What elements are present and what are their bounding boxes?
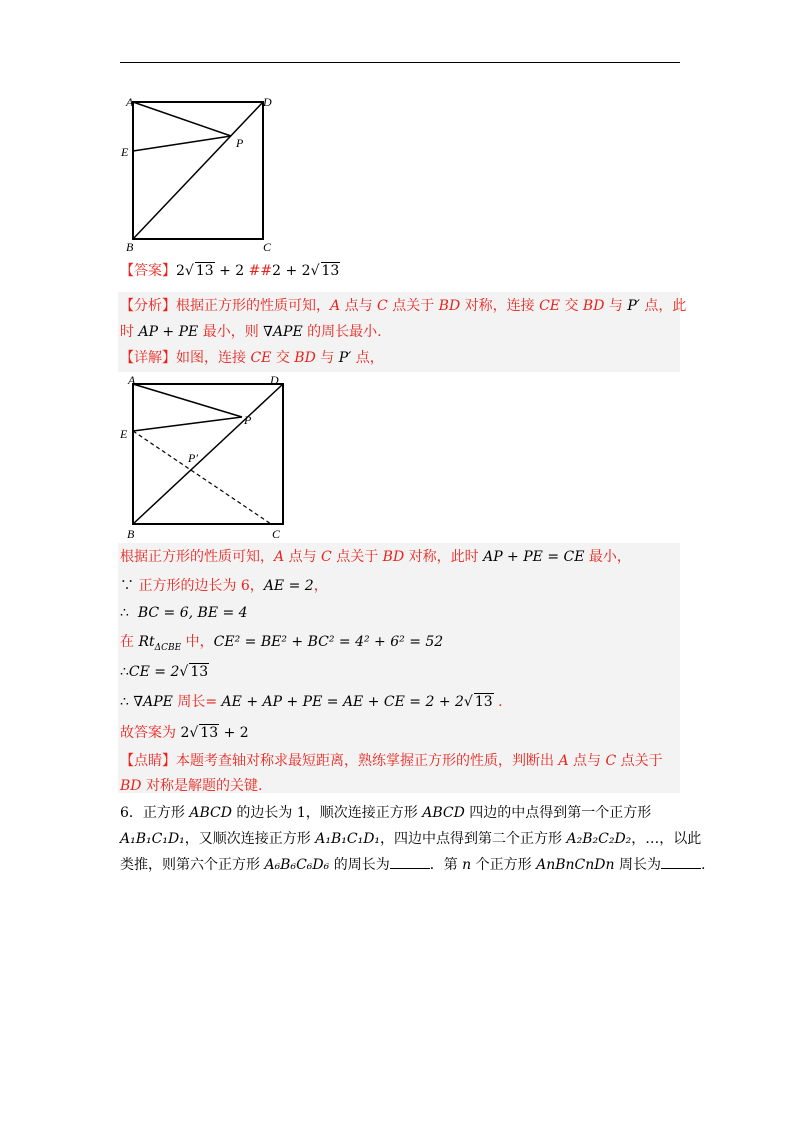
label-c: C [272,527,281,541]
line-bd: BD [438,298,461,314]
analysis-text: 时 [120,324,139,340]
question-text: 的边长为 1，顺次连接正方形 [231,805,423,821]
question-text: 的周长为 [329,857,390,873]
analysis-text: 与 [604,298,628,314]
label-e: E [120,427,128,441]
math-expression: AE = 2 [263,578,314,594]
math-expression: AE + AP + PE = AE + CE = 2 + 2 [221,694,464,710]
step-line-7: 故答案为 2√ 13 + 2 [120,725,249,741]
comment-text: 点与 [568,753,606,769]
figure-square-1 [110,92,280,257]
step-text: 点与 [284,549,322,565]
label-d: D [263,95,272,109]
step-line-5: ∴CE = 2√ 13 [120,664,209,680]
point-c: C [605,753,617,769]
step-text: 最小， [584,549,631,565]
comment-text: 对称是解题的关键. [141,778,263,794]
math-expression: 2 [180,725,190,741]
segment-ce-dashed [133,431,271,524]
point-a: A [274,549,285,565]
triangle-ape: ∇APE [263,324,303,340]
step-text: 中， [181,634,214,650]
step-line-4 [120,632,443,658]
step-text: . [493,694,503,710]
square-name: A₂B₂C₂D₂ [566,831,632,847]
math-expression: CE² = BE² + BC² = 4² + 6² = 52 [213,634,444,650]
step-line-1 [120,547,631,567]
analysis-text: 点，此 [639,298,687,314]
answer-separator: ## [248,263,273,279]
label-a: A [128,373,136,387]
step-text: 在 [120,634,139,650]
because-symbol: ∵ [120,578,134,594]
analysis-text: 点关于 [387,298,439,314]
rt-label: Rt [138,634,155,650]
diagonal-bd [133,102,263,239]
point-a: A [558,753,569,769]
step-text: 根据正方形的性质可知， [120,549,274,565]
math-expression: CE = 2 [128,664,180,680]
question-6-line-3 [120,855,705,875]
answer-v1-radicand: 13 [195,263,214,279]
label-p: P [236,136,244,150]
answer-v1-post: + 2 [214,263,249,279]
step-text: 对称，此时 [404,549,484,565]
math-expression: AP + PE = CE [483,549,585,565]
segment-ap [133,384,242,417]
therefore-symbol: ∴ [120,694,129,710]
square-name: A₁B₁C₁D₁ [120,831,185,847]
radicand: 13 [200,725,219,741]
line-bd: BD [582,298,605,314]
detail-tag: 【详解】 [120,350,176,366]
radicand: 13 [474,694,493,710]
comment-tag: 【点睛】 [120,753,176,769]
analysis-text: 对称，连接 [460,298,540,314]
question-text: ．第 [429,857,463,873]
analysis-text: 点与 [340,298,378,314]
question-text: ，又顺次连接正方形 [184,831,316,847]
label-p: P [244,413,252,427]
variable-n: n [462,857,472,873]
square-name: A₁B₁C₁D₁ [315,831,381,847]
line-bd: BD [294,350,316,366]
math-expression: + 2 [219,725,249,741]
question-text: . [700,857,706,873]
step-line-2 [120,576,328,596]
point-p-prime: P′ [627,298,640,314]
step-text: 点关于 [331,549,383,565]
question-6-line-1 [120,803,651,823]
label-e: E [121,145,129,159]
analysis-text: 的周长最小. [302,324,382,340]
diagonal-bd [133,384,283,524]
detail-text: 点， [351,350,384,366]
line-bd: BD [382,549,405,565]
line-bd: BD [120,778,142,794]
analysis-text: 根据正方形的性质可知， [176,298,330,314]
segment-ap [133,102,231,136]
step-text: ， [313,578,328,594]
math-expression: AP + PE [138,324,199,340]
detail-text: 如图，连接 [176,350,251,366]
label-p-prime: P′ [188,451,198,465]
segment-ep [133,136,231,151]
question-6-line-2 [120,829,701,849]
step-text: 周长= [172,694,222,710]
comment-line-1 [120,751,663,771]
detail-text: 与 [315,350,339,366]
step-text: 故答案为 [120,725,181,741]
question-text: 周长为 [614,857,661,873]
label-a: A [126,95,134,109]
square-name: AnBnCnDn [536,857,615,873]
step-line-3 [120,603,248,623]
analysis-line-2 [120,322,382,342]
question-text: 6．正方形 [120,805,190,821]
rt-subscript: ΔCBE [154,642,182,653]
comment-text: 本题考查轴对称求最短距离，熟练掌握正方形的性质，判断出 [176,753,559,769]
point-c: C [377,298,388,314]
square-name: ABCD [189,805,232,821]
header-rule [120,62,680,63]
analysis-text: 交 [560,298,583,314]
answer-line: 【答案】2√ 13 + 2 ##2 + 2√ 13 [120,263,340,279]
step-text: 正方形的边长为 6， [134,578,264,594]
detail-text: 交 [271,350,295,366]
math-expression: BC = 6, BE = 4 [137,605,248,621]
analysis-tag: 【分析】 [120,298,176,314]
point-c: C [321,549,332,565]
label-b: B [127,527,135,541]
question-text: 类推，则第六个正方形 [120,857,265,873]
segment-ep [133,417,242,431]
question-text: ，四边中点得到第二个正方形 [380,831,567,847]
figure-square-2 [112,372,292,542]
square-name: ABCD [422,805,465,821]
answer-blank-1[interactable] [390,856,430,869]
segment-ce: CE [250,350,272,366]
question-text: 四边的中点得到第一个正方形 [464,805,652,821]
therefore-symbol: ∴ [120,605,129,621]
label-c: C [263,240,272,254]
segment-ce: CE [539,298,561,314]
detail-line [120,348,384,368]
answer-v2-pre: 2 + 2 [272,263,311,279]
square-name: A₆B₆C₆D₆ [264,857,330,873]
point-p-prime: P′ [338,350,352,366]
answer-v1-pre: 2 [176,263,185,279]
comment-line-2 [120,776,262,796]
label-d: D [270,373,279,387]
label-b: B [126,240,134,254]
question-text: 个正方形 [471,857,537,873]
radicand: 13 [190,664,209,680]
step-line-6: ∴ ∇APE 周长= AE + AP + PE = AE + CE = 2 + 2√ 13 . [120,694,503,710]
question-text: ，…，以此 [631,831,702,847]
answer-blank-2[interactable] [661,856,701,869]
comment-text: 点关于 [616,753,663,769]
therefore-symbol: ∴ [120,664,129,680]
point-a: A [330,298,341,314]
analysis-line-1 [120,296,686,316]
answer-v2-radicand: 13 [321,263,340,279]
analysis-text: 最小，则 [198,324,264,340]
answer-tag: 【答案】 [120,263,176,279]
triangle-ape: ∇APE [128,694,173,710]
